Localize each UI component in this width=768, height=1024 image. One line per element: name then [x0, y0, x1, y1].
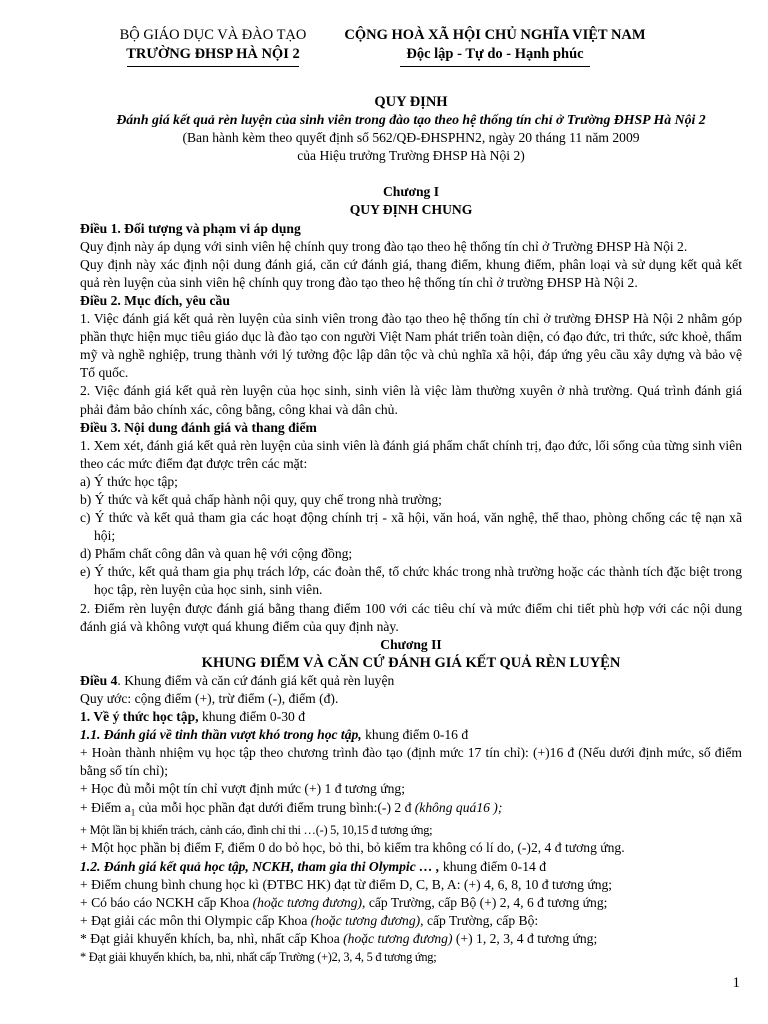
- article-4-title: [80, 672, 742, 690]
- republic-name: CỘNG HOÀ XÃ HỘI CHỦ NGHĨA VIỆT NAM: [344, 27, 646, 43]
- chapter-2-label: Chương II: [380, 636, 442, 652]
- article-3-item-e: e) Ý thức, kết quả tham gia phụ trách lớp, các đoàn thể, tổ chức khác trong nhà trường hoặc các thành tích đặc biệt trong học tập, rèn luyện của học sinh, sinh viên.: [80, 564, 742, 598]
- doc-issued-line2: của Hiệu trưởng Trường ĐHSP Hà Nội 2): [297, 148, 525, 164]
- section-1-2-line-3: [80, 912, 742, 930]
- document-header: [0, 26, 768, 76]
- republic-block: [330, 26, 660, 67]
- section-1-2-title: [80, 858, 742, 876]
- section-1-2-label: 1.2. Đánh giá kết quả học tập, NCKH, tham gia thi Olympic … ,: [80, 858, 440, 874]
- line-3-part-a: + Điểm a: [80, 799, 131, 815]
- section-1-1-line-1: + Hoàn thành nhiệm vụ học tập theo chương trình đào tạo (định mức 17 tín chỉ): (+)16 đ (Nếu dưới định mức, số điểm bằng số tín chỉ);: [80, 745, 742, 779]
- line-3-part-b: của mỗi học phần đạt dưới điểm trung bình:(-) 2 đ: [135, 799, 415, 815]
- doc-issued-line1: (Ban hành kèm theo quyết định số 562/QĐ-ĐHSPHN2, ngày 20 tháng 11 năm 2009: [182, 130, 640, 146]
- article-3-title: Điều 3. Nội dung đánh giá và thang điểm: [80, 419, 317, 435]
- article-1-para-1: Quy định này áp dụng với sinh viên hệ chính quy trong đào tạo theo hệ thống tín chỉ ở Trường ĐHSP Hà Nội 2.: [80, 238, 688, 254]
- article-3-item-a: a) Ý thức học tập;: [80, 473, 178, 489]
- line-2-italic: (hoặc tương đương): [252, 894, 363, 910]
- section-1-1-line-4: + Một lần bị khiển trách, cảnh cáo, đình chỉ thi …(-) 5, 10,15 đ tương ứng;: [80, 823, 433, 838]
- article-1-title: Điều 1. Đối tượng và phạm vi áp dụng: [80, 220, 301, 236]
- chapter-1-name: QUY ĐỊNH CHUNG: [349, 202, 473, 218]
- line-3-italic: (không quá16 );: [414, 799, 503, 815]
- header-left-rule: [127, 66, 299, 67]
- national-motto: Độc lập - Tự do - Hạnh phúc: [406, 46, 584, 62]
- line-4-italic: (hoặc tương đương): [343, 930, 453, 946]
- chapter-1-label: Chương I: [382, 184, 440, 200]
- section-1-1-range: khung điểm 0-16 đ: [361, 727, 469, 743]
- spacer: [80, 165, 742, 183]
- article-4-label: Điều 4: [80, 672, 118, 688]
- ministry-name: BỘ GIÁO DỤC VÀ ĐÀO TẠO: [119, 27, 307, 43]
- document-body: [80, 93, 742, 966]
- university-name: TRƯỜNG ĐHSP HÀ NỘI 2: [126, 46, 300, 62]
- article-2-title: Điều 2. Mục đích, yêu cầu: [80, 292, 230, 308]
- article-1-para-2: Quy định này xác định nội dung đánh giá, căn cứ đánh giá, thang điểm, khung điểm, phân loại và sử dụng kết quả kết quả rèn luyện của sinh viên hệ chính quy trong đào tạo theo hệ thống tín chỉ ở trường ĐHSP Hà Nội 2.: [80, 256, 742, 290]
- convention-line: Quy ước: cộng điểm (+), trừ điểm (-), điểm (đ).: [80, 691, 339, 706]
- section-1-title: [80, 708, 742, 726]
- article-3-item-d: d) Phẩm chất công dân và quan hệ với cộng đồng;: [80, 546, 353, 562]
- line-4-part-b: (+) 1, 2, 3, 4 đ tương ứng;: [452, 930, 598, 946]
- section-1-2-range: khung điểm 0-14 đ: [439, 858, 546, 874]
- section-1-range: khung điểm 0-30 đ: [198, 709, 306, 725]
- doc-title: QUY ĐỊNH: [374, 94, 448, 110]
- chapter-2-name: KHUNG ĐIỂM VÀ CĂN CỨ ĐÁNH GIÁ KẾT QUẢ RÈN LUYỆN: [201, 654, 621, 671]
- line-2-part-b: , cấp Trường, cấp Bộ (+) 2, 4, 6 đ tương ứng;: [362, 894, 608, 910]
- article-3-item-b: b) Ý thức và kết quả chấp hành nội quy, quy chế trong nhà trường;: [80, 491, 442, 507]
- article-2-para-2: 2. Việc đánh giá kết quả rèn luyện của học sinh, sinh viên là việc làm thường xuyên ở nhà trường. Quá trình đánh giá phải đảm bảo chính xác, công bằng, công khai và dân chủ.: [80, 383, 742, 417]
- section-1-2-line-4: [80, 930, 742, 948]
- ministry-block: [108, 26, 318, 67]
- section-1-1-line-3: [80, 799, 742, 822]
- header-right-rule: [400, 66, 590, 67]
- line-3b-italic: (hoặc tương đương): [310, 912, 421, 928]
- line-3b-part-b: , cấp Trường, cấp Bộ:: [420, 912, 539, 928]
- doc-subtitle: Đánh giá kết quả rèn luyện của sinh viên trong đào tạo theo hệ thống tín chỉ ở Trường ĐHSP Hà Nội 2: [116, 112, 706, 128]
- page-number: 1: [732, 975, 740, 991]
- section-1-2-line-2: [80, 894, 742, 912]
- section-1-1-title: [80, 726, 742, 744]
- section-1-1-label: 1.1. Đánh giá về tinh thần vượt khó trong học tập,: [80, 727, 362, 743]
- article-4-text: . Khung điểm và căn cứ đánh giá kết quả rèn luyện: [117, 672, 395, 688]
- line-3b-part-a: + Đạt giải các môn thi Olympic cấp Khoa: [80, 912, 311, 928]
- article-3-para-2: 2. Điểm rèn luyện được đánh giá bằng thang điểm 100 với các tiêu chí và mức điểm chi tiết phù hợp với các nội dung đánh giá và không vượt quá khung điểm của quy định này.: [80, 600, 742, 634]
- line-2-part-a: + Có báo cáo NCKH cấp Khoa: [80, 894, 253, 910]
- article-3-para-1: 1. Xem xét, đánh giá kết quả rèn luyện của sinh viên là đánh giá phẩm chất chính trị, đạo đức, lối sống của từng sinh viên theo các mức điểm đạt được trên các mặt:: [80, 437, 742, 471]
- line-3-subscript: 1: [130, 807, 136, 818]
- section-1-1-line-2: + Học đủ mỗi một tín chỉ vượt định mức (+) 1 đ tương ứng;: [80, 781, 405, 797]
- article-3-item-c: c) Ý thức và kết quả tham gia các hoạt động chính trị - xã hội, văn hoá, văn nghệ, thể thao, phòng chống các tệ nạn xã hội;: [80, 510, 742, 544]
- section-1-2-line-1: + Điểm chung bình chung học kì (ĐTBC HK) đạt từ điểm D, C, B, A: (+) 4, 6, 8, 10 đ tương ứng;: [80, 876, 613, 892]
- section-1-1-line-5: + Một học phần bị điểm F, điểm 0 do bỏ học, bỏ thi, bỏ kiểm tra không có lí do, (-)2, 4 đ tương ứng.: [80, 840, 625, 856]
- section-1-label: 1. Về ý thức học tập,: [80, 709, 199, 725]
- line-4-part-a: * Đạt giải khuyến khích, ba, nhì, nhất cấp Khoa: [80, 930, 344, 946]
- section-1-2-line-5: * Đạt giải khuyến khích, ba, nhì, nhất cấp Trường (+)2, 3, 4, 5 đ tương ứng;: [80, 950, 437, 965]
- article-2-para-1: 1. Việc đánh giá kết quả rèn luyện của sinh viên trong đào tạo theo hệ thống tín chỉ ở trường ĐHSP Hà Nội 2 nhằm góp phần thực hiện mục tiêu giáo dục là đào tạo con người Việt Nam phát triển toàn diện, có đạo đức, tri thức, sức khoẻ, thẩm mỹ và nghề nghiệp, trung thành với lý tưởng độc lập dân tộc và chủ nghĩa xã hội, đáp ứng yêu cầu xây dựng và bảo vệ Tổ quốc.: [80, 311, 742, 381]
